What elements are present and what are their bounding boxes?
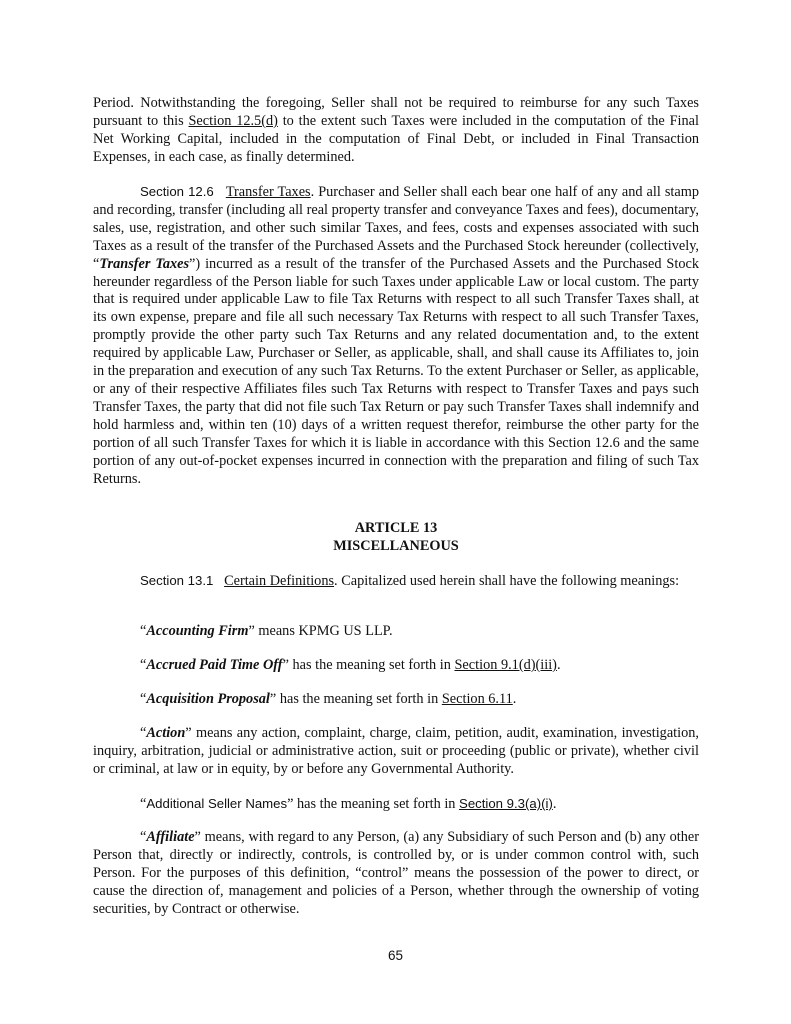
section-number: Section 12.6 bbox=[140, 184, 214, 199]
article-number: ARTICLE 13 bbox=[354, 520, 438, 536]
page-number: 65 bbox=[387, 948, 404, 963]
definition-affiliate: “Affiliate” means, with regard to any Person, (a) any Subsidiary of such Person and (b) any other Person that, directly or indirectly, controls, is controlled by, or is under common control with, such Person. For the purposes of this definition, “control” means the possession of the power to direct, or cause the direction of, management and policies of a Person, whether through the ownership of voting securities, by Contract or otherwise. bbox=[93, 829, 699, 917]
defined-term: Acquisition Proposal bbox=[146, 691, 270, 707]
section-13-1-paragraph: Section 13.1 Certain Definitions. Capitalized used herein shall have the following meanings: bbox=[140, 573, 680, 589]
definition-additional-seller-names: “Additional Seller Names” has the meaning set forth in Section 9.3(a)(i). bbox=[140, 796, 557, 812]
defined-term: Accounting Firm bbox=[146, 623, 249, 639]
cross-reference-link[interactable]: Section 6.11 bbox=[441, 691, 513, 707]
defined-term: Transfer Taxes bbox=[99, 255, 190, 272]
section-12-6-paragraph: Section 12.6 Transfer Taxes. Purchaser and Seller shall each bear one half of any and all stamp and recording, transfer (including all real property transfer and conveyance Taxes and fees), documentary, sales, use, registration, and other such similar Taxes, and fees, costs and expenses associated with such Taxes as a result of the transfer of the Purchased Assets and the Purchased Stock hereunder (collectively, “Transfer Taxes”) incurred as a result of the transfer of the Purchased Assets and the Purchased Stock hereunder regardless of the Person liable for such Taxes under applicable Law or local custom. The party that is required under applicable Law to file Tax Returns with respect to all such Transfer Taxes shall, at its own expense, prepare and file all such necessary Tax Returns with respect to all such Transfer Taxes, promptly provide the other party such Tax Returns and any related documentation and, to the extent required by applicable Law, Purchaser or Seller, as applicable, shall, and shall cause its Affiliates to, join in the preparation and execution of any such Tax Returns. To the extent Purchaser or Seller, as applicable, or any of their respective Affiliates files such Tax Returns with respect to Transfer Taxes and pays such Transfer Taxes, the party that did not file such Tax Return or pay such Transfer Taxes shall indemnify and hold harmless and, within ten (10) days of a written request therefor, reimburse the other party for the portion of all such Transfer Taxes for which it is liable in accordance with this Section 12.6 and the same portion of any out-of-pocket expenses incurred in connection with the preparation and filing of such Tax Returns. bbox=[93, 184, 699, 487]
cross-reference-link[interactable]: Section 9.3(a)(i) bbox=[459, 796, 553, 811]
section-title: Transfer Taxes bbox=[225, 184, 311, 200]
section-number: Section 13.1 bbox=[140, 573, 214, 588]
definition-accounting-firm: “Accounting Firm” means KPMG US LLP. bbox=[140, 623, 393, 639]
definition-action: “Action” means any action, complaint, charge, claim, petition, audit, examination, investigation, inquiry, arbitration, judicial or administrative action, suit or proceeding (public or private), whether civil or criminal, at law or in equity, by or before any Governmental Authority. bbox=[93, 725, 699, 777]
defined-term: Affiliate bbox=[146, 829, 195, 845]
definition-accrued-paid-time-off: “Accrued Paid Time Off” has the meaning set forth in Section 9.1(d)(iii). bbox=[140, 657, 561, 673]
article-title: MISCELLANEOUS bbox=[333, 537, 459, 554]
article-heading bbox=[93, 520, 699, 556]
defined-term: Accrued Paid Time Off bbox=[146, 657, 283, 673]
section-title: Certain Definitions bbox=[224, 573, 335, 589]
defined-term: Action bbox=[146, 725, 186, 741]
cross-reference-link[interactable]: Section 12.5(d) bbox=[188, 112, 278, 129]
definition-acquisition-proposal: “Acquisition Proposal” has the meaning set forth in Section 6.11. bbox=[140, 691, 517, 707]
paragraph-period-continuation: Period. Notwithstanding the foregoing, Seller shall not be required to reimburse for any such Taxes pursuant to this Section 12.5(d) to the extent such Taxes were included in the computation of the Final Net Working Capital, included in the computation of Final Debt, or included in Final Transaction Expenses, in each case, as finally determined. bbox=[93, 95, 699, 165]
cross-reference-link[interactable]: Section 9.1(d)(iii) bbox=[454, 657, 557, 673]
defined-term: Additional Seller Names bbox=[146, 796, 288, 811]
